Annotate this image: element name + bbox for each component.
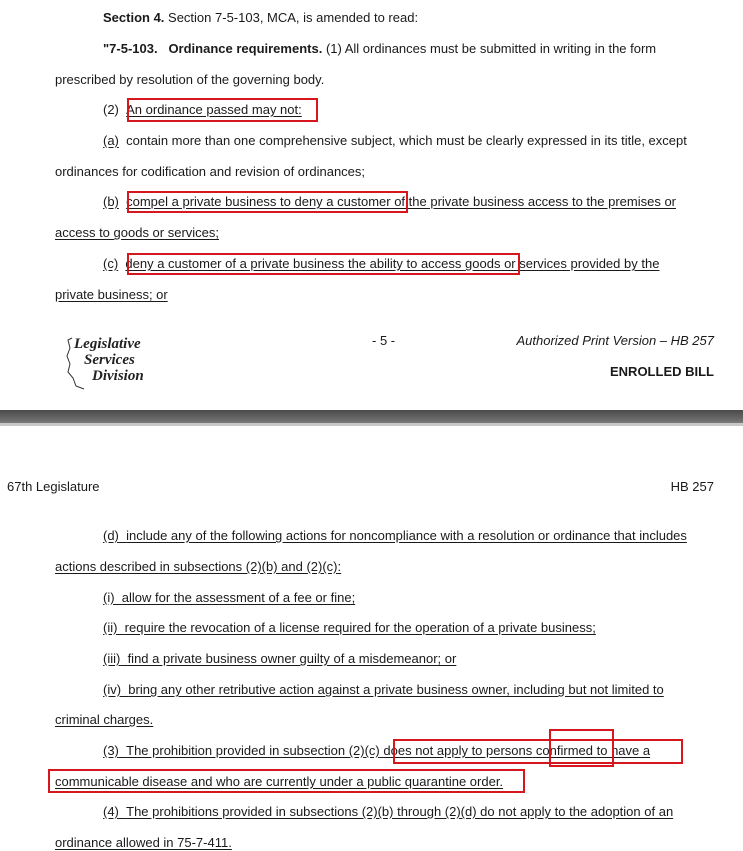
- item-b-continued: access to goods or services;: [55, 225, 220, 240]
- item-d-iii: (iii) find a private business owner guilty of a misdemeanor; or: [103, 651, 457, 666]
- item-c: (c) deny a customer of a private business the ability to access goods or services provided by the: [103, 256, 660, 271]
- subsection-3-continued: communicable disease and who are currently under a public quarantine order.: [55, 774, 504, 789]
- subsection-2: (2) An ordinance passed may not:: [103, 102, 302, 117]
- bill-number-header: HB 257: [670, 479, 714, 494]
- page-number: - 5 -: [372, 333, 396, 348]
- item-d-iv-continued: criminal charges.: [55, 712, 154, 727]
- item-d-continued: actions described in subsections (2)(b) and (2)(c):: [55, 559, 342, 574]
- item-d-iv: (iv) bring any other retributive action against a private business owner, including but not limited to: [103, 682, 664, 697]
- item-d: (d) include any of the following actions for noncompliance with a resolution or ordinance that includes: [103, 528, 687, 543]
- page-separator: [0, 410, 743, 426]
- subsection-3: (3) The prohibition provided in subsection (2)(c) does not apply to persons confirmed to have a: [103, 743, 651, 758]
- item-c-continued: private business; or: [55, 287, 168, 302]
- item-a-continued: ordinances for codification and revision of ordinances;: [55, 164, 366, 179]
- item-d-i: (i) allow for the assessment of a fee or fine;: [103, 590, 356, 605]
- paragraph-1-continued: prescribed by resolution of the governing body.: [55, 72, 325, 87]
- print-version: Authorized Print Version – HB 257: [516, 333, 714, 348]
- lsd-logo: Legislative Services Division: [64, 334, 164, 392]
- subsection-4-continued: ordinance allowed in 75-7-411.: [55, 835, 232, 850]
- subsection-4: (4) The prohibitions provided in subsections (2)(b) through (2)(d) do not apply to the adoption of an: [103, 804, 674, 819]
- legislature-header: 67th Legislature: [7, 479, 100, 494]
- statute-title: "7-5-103. Ordinance requirements. (1) All ordinances must be submitted in writing in the form: [103, 41, 657, 56]
- bill-status: ENROLLED BILL: [610, 364, 714, 379]
- section-heading: Section 4. Section 7-5-103, MCA, is amended to read:: [103, 10, 419, 25]
- item-b: (b) compel a private business to deny a customer of the private business access to the premises or: [103, 194, 677, 209]
- item-a: (a) contain more than one comprehensive subject, which must be clearly expressed in its title, except: [103, 133, 687, 148]
- item-d-ii: (ii) require the revocation of a license required for the operation of a private business;: [103, 620, 596, 635]
